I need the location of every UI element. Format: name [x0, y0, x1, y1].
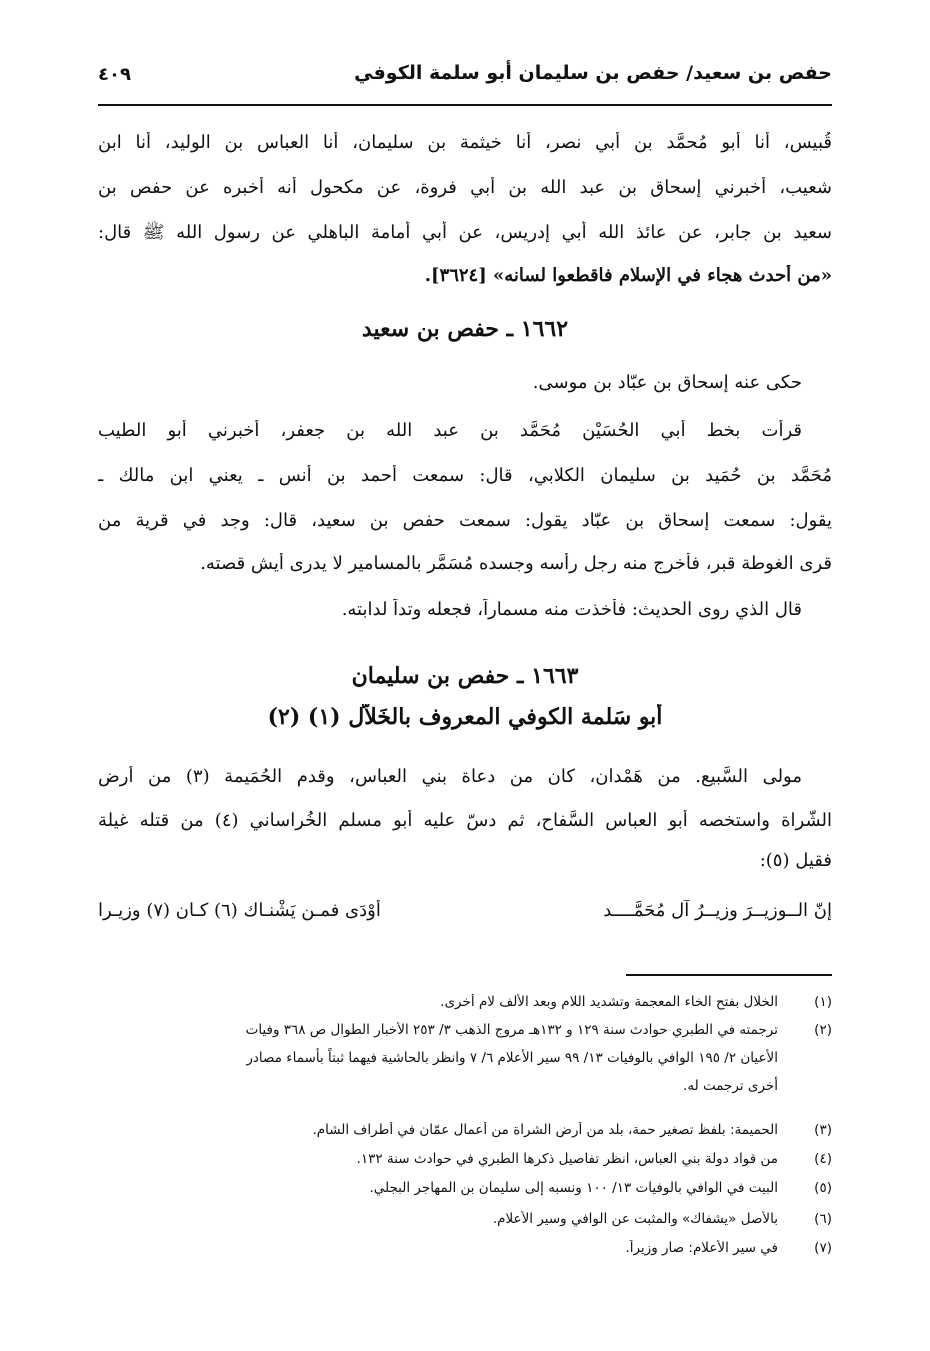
footnote — [98, 1180, 832, 1202]
footnote-text: أخرى ترجمت له. — [683, 1078, 778, 1094]
text-line: قُبيس، أنا أبو مُحمَّد بن أبي نصر، أنا خيثمة بن سليمان، أنا العباس بن الوليد، أنا ابن — [98, 132, 832, 153]
entry-heading: ١٦٦٢ ـ حفص بن سعيد — [361, 316, 569, 342]
footnote-number: (٣) — [814, 1122, 832, 1138]
footnote-text: الخلال بفتح الخاء المعجمة وتشديد اللام وبعد الألف لام أخرى. — [440, 994, 778, 1010]
footnote — [98, 1151, 832, 1173]
footnote-number: (٢) — [814, 1022, 832, 1038]
text-line: يقول: سمعت إسحاق بن عبّاد يقول: سمعت حفص بن سعيد، قال: وجد في قرية من — [98, 510, 832, 531]
text-line: حكى عنه إسحاق بن عبّاد بن موسى. — [532, 372, 802, 393]
text-line: «من أحدث هجاء في الإسلام فاقطعوا لسانه» [٣٦٢٤]. — [424, 265, 832, 286]
footnote-number: (٤) — [814, 1151, 832, 1167]
text-line: مولى السَّبيع. من هَمْدان، كان من دعاة بني العباس، وقدم الحُمَيمة (٣) من أرض — [98, 766, 802, 787]
text-line: الشُّراة واستخصه أبو العباس السَّفاح، ثم دسّ عليه أبو مسلم الخُراساني (٤) من قتله غيلة — [98, 810, 832, 831]
footnote-text: في سير الأعلام: صار وزيراً. — [625, 1240, 778, 1256]
footnote-text: بالأصل «يشفاك» والمثبت عن الوافي وسير الأعلام. — [492, 1211, 778, 1227]
running-header — [98, 62, 832, 102]
footnote-text: ترجمته في الطبري حوادث سنة ١٢٩ و ١٣٢هـ مروج الذهب ٣/ ٢٥٣ الأخبار الطوال ص ٣٦٨ وفيات — [245, 1022, 778, 1038]
text-line: سعيد بن جابر، عن عائذ الله أبي إدريس، عن أبي أمامة الباهلي عن رسول الله ﷺ قال: — [98, 222, 832, 243]
text-line: قرى الغوطة قبر، فأخرج منه رجل رأسه وجسده مُسَمَّر بالمسامير لا يدرى أيش قصته. — [200, 553, 832, 574]
page-number: ٤٠٩ — [98, 64, 131, 85]
footnote — [98, 1122, 832, 1144]
footnote-text: البيت في الوافي بالوفيات ١٣/ ١٠٠ ونسبه إلى سليمان بن المهاجر البجلي. — [369, 1180, 778, 1196]
text-line: مُحَمَّد بن حُمَيد بن سليمان الكلابي، قال: سمعت أحمد بن أنس ـ يعني ابن مالك ـ — [98, 465, 832, 486]
footnote — [98, 1240, 832, 1262]
footnote-text: الأعيان ٢/ ١٩٥ الوافي بالوفيات ١٣/ ٩٩ سير الأعلام ٦/ ٧ وانظر بالحاشية فيهما ثبتاً بأسماء مصادر — [246, 1050, 778, 1066]
footnote-text: من قواد دولة بني العباس، انظر تفاصيل ذكرها الطبري في حوادث سنة ١٣٢. — [356, 1151, 778, 1167]
footnote — [98, 994, 832, 1016]
verse-first-hemistich: إنّ الــوزيــرَ وزيــرُ آل مُحَمَّــــد — [603, 900, 832, 921]
footnote — [98, 1211, 832, 1233]
running-title: حفص بن سعيد/ حفص بن سليمان أبو سلمة الكوفي — [354, 62, 832, 84]
text-line: فقيل (٥): — [759, 850, 832, 871]
text-line: قرأت بخط أبي الحُسَيْن مُحَمَّد بن عبد الله بن جعفر، أخبرني أبو الطيب — [98, 420, 802, 441]
text-line: شعيب، أخبرني إسحاق بن عبد الله بن أبي فروة، عن مكحول أنه أخبره عن حفص بن — [98, 177, 832, 198]
footnote-divider — [626, 974, 832, 976]
entry-heading: ١٦٦٣ ـ حفص بن سليمان — [351, 663, 579, 689]
footnote-number: (١) — [814, 994, 832, 1010]
footnote — [98, 1022, 832, 1114]
footnote-number: (٦) — [814, 1211, 832, 1227]
footnote-number: (٥) — [814, 1180, 832, 1196]
entry-subheading: أبو سَلمة الكوفي المعروف بالخَلاّل (١) (٢) — [267, 704, 663, 730]
verse-second-hemistich: أوْدَى فمـن يَشْنـاك (٦) كـان (٧) وزيـرا — [98, 900, 381, 921]
footnote-number: (٧) — [814, 1240, 832, 1256]
header-divider — [98, 104, 832, 106]
footnote-text: الحميمة: بلفظ تصغير حمة، بلد من أرض الشراة من أعمال عمّان في أطراف الشام. — [312, 1122, 778, 1138]
text-line: قال الذي روى الحديث: فأخذت منه مسماراً، فجعله وتداً لدابته. — [341, 599, 802, 620]
